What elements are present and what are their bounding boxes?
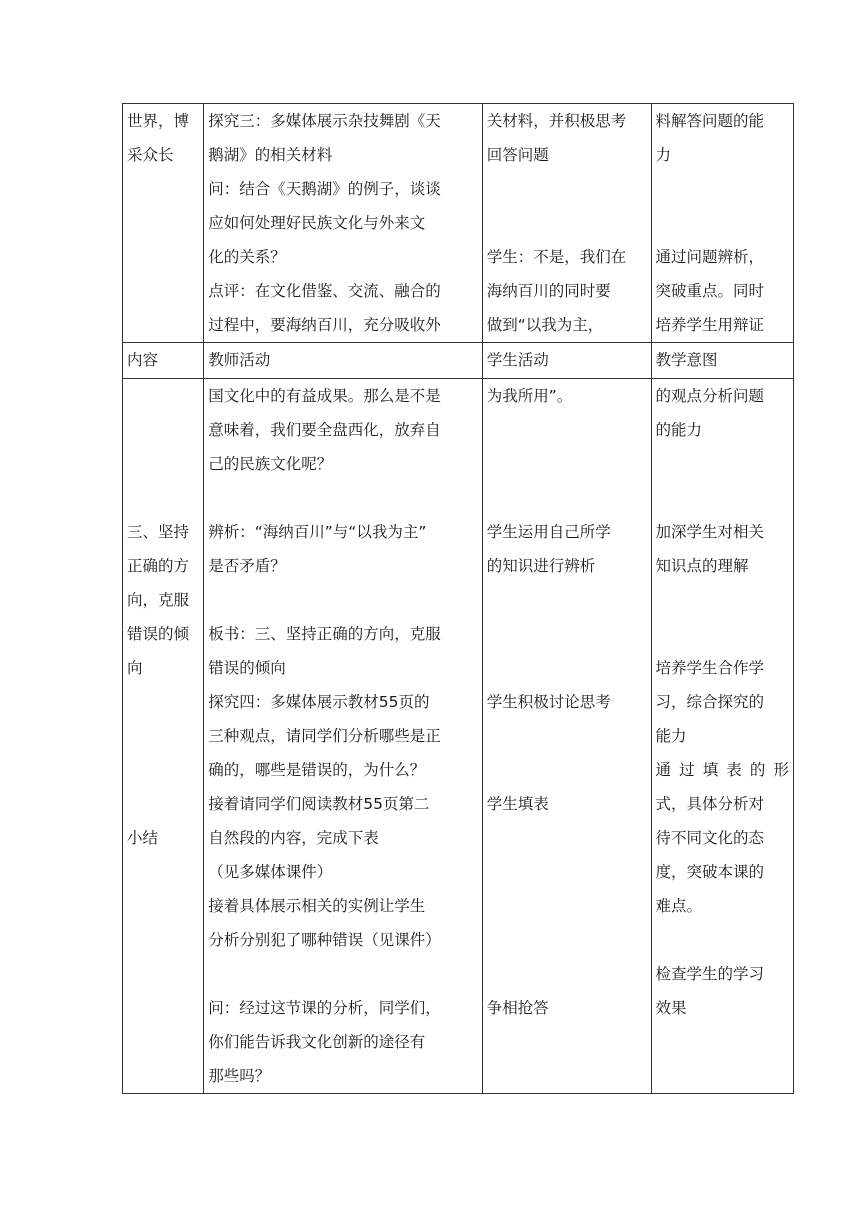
- header-student-activity: 学生活动: [482, 343, 651, 379]
- text-line: 做到“以我为主，: [486, 316, 604, 334]
- text-line: 正确的方: [127, 557, 190, 575]
- text-line: 式，具体分析对: [655, 795, 765, 813]
- text-line: 学生运用自己所学: [486, 523, 611, 541]
- text-line: 化的关系？: [208, 248, 286, 266]
- table-row-main: [123, 379, 794, 1094]
- text-line: 问：经过这节课的分析，同学们，: [208, 999, 441, 1017]
- text-line: 通过填表的形: [655, 761, 789, 779]
- text-line: 培养学生合作学: [655, 659, 765, 677]
- text-line: 是否矛盾？: [208, 557, 286, 575]
- table-header-row: [123, 343, 794, 379]
- cell-student-activity: [482, 379, 651, 1094]
- text-line: 采众长: [127, 146, 174, 164]
- text-line: 过程中，要海纳百川，充分吸收外: [208, 316, 441, 334]
- text-line: 错误的倾: [127, 625, 190, 643]
- text-line: 知识点的理解: [655, 557, 749, 575]
- text-line: 海纳百川的同时要: [486, 282, 611, 300]
- text-line: 三、坚持: [127, 523, 190, 541]
- text-line: 小结: [127, 829, 159, 847]
- text-line: 料解答问题的能: [655, 112, 765, 130]
- text-line: 三种观点，请同学们分析哪些是正: [208, 727, 441, 745]
- cell-teacher-activity: [204, 379, 483, 1094]
- text-line: （见多媒体课件）: [208, 863, 333, 881]
- text-line: 问：结合《天鹅湖》的例子，谈谈: [208, 180, 441, 198]
- text-line: 的能力: [655, 421, 703, 439]
- cell-teacher-continued: [204, 104, 483, 343]
- text-line: 自然段的内容，完成下表: [208, 829, 379, 847]
- text-line: 培养学生用辩证: [655, 316, 765, 334]
- cell-intent-continued: [651, 104, 793, 343]
- text-line: 错误的倾向: [208, 659, 286, 677]
- text-line: 关材料，并积极思考: [486, 112, 627, 130]
- text-line: 确的，哪些是错误的，为什么？: [208, 761, 426, 779]
- text-line: 辨析：“海纳百川”与“以我为主”: [208, 523, 427, 541]
- text-line: 能力: [655, 727, 687, 745]
- text-line: 为我所用”。: [486, 387, 573, 405]
- text-line: 力: [655, 146, 672, 164]
- text-line: 学生：不是，我们在: [486, 248, 627, 266]
- text-line: 习，综合探究的: [655, 693, 765, 711]
- header-teaching-intent: 教学意图: [651, 343, 793, 379]
- text-line: 争相抢答: [486, 999, 549, 1017]
- text-line: 探究四：多媒体展示教材55页的: [208, 693, 430, 711]
- text-line: 学生积极讨论思考: [486, 693, 611, 711]
- text-line: 世界，博: [127, 112, 190, 130]
- text-line: 效果: [655, 999, 687, 1017]
- text-line: 的观点分析问题: [655, 387, 765, 405]
- text-line: 鹅湖》的相关材料: [208, 146, 333, 164]
- text-line: 学生填表: [486, 795, 549, 813]
- text-line: 待不同文化的态: [655, 829, 765, 847]
- text-line: 度，突破本课的: [655, 863, 765, 881]
- text-line: 分析分别犯了哪种错误（见课件）: [208, 931, 441, 949]
- text-line: 应如何处理好民族文化与外来文: [208, 214, 426, 232]
- text-line: 接着请同学们阅读教材55页第二: [208, 795, 430, 813]
- text-line: 向，克服: [127, 591, 190, 609]
- text-line: 那些吗？: [208, 1067, 271, 1085]
- header-teacher-activity: 教师活动: [204, 343, 483, 379]
- text-line: 意味着，我们要全盘西化，放弃自: [208, 421, 441, 439]
- text-line: 你们能告诉我文化创新的途径有: [208, 1033, 426, 1051]
- cell-content-continued: [123, 104, 204, 343]
- text-line: 检查学生的学习: [655, 965, 765, 983]
- table-row-continued: [123, 104, 794, 343]
- cell-student-continued: [482, 104, 651, 343]
- text-line: 己的民族文化呢？: [208, 455, 333, 473]
- text-line: 回答问题: [486, 146, 549, 164]
- header-content: 内容: [123, 343, 204, 379]
- text-line: 探究三：多媒体展示杂技舞剧《天: [208, 112, 441, 130]
- text-line: 通过问题辨析，: [655, 248, 765, 266]
- text-line: 板书：三、坚持正确的方向，克服: [208, 625, 441, 643]
- text-line: 突破重点。同时: [655, 282, 765, 300]
- text-line: 向: [127, 659, 143, 677]
- text-line: 的知识进行辨析: [486, 557, 596, 575]
- text-line: 难点。: [655, 897, 703, 915]
- lesson-plan-table: [122, 103, 794, 1094]
- cell-content: [123, 379, 204, 1094]
- text-line: 点评：在文化借鉴、交流、融合的: [208, 282, 441, 300]
- cell-teaching-intent: [651, 379, 793, 1094]
- text-line: 国文化中的有益成果。那么是不是: [208, 387, 441, 405]
- text-line: 加深学生对相关: [655, 523, 765, 541]
- text-line: 接着具体展示相关的实例让学生: [208, 897, 426, 915]
